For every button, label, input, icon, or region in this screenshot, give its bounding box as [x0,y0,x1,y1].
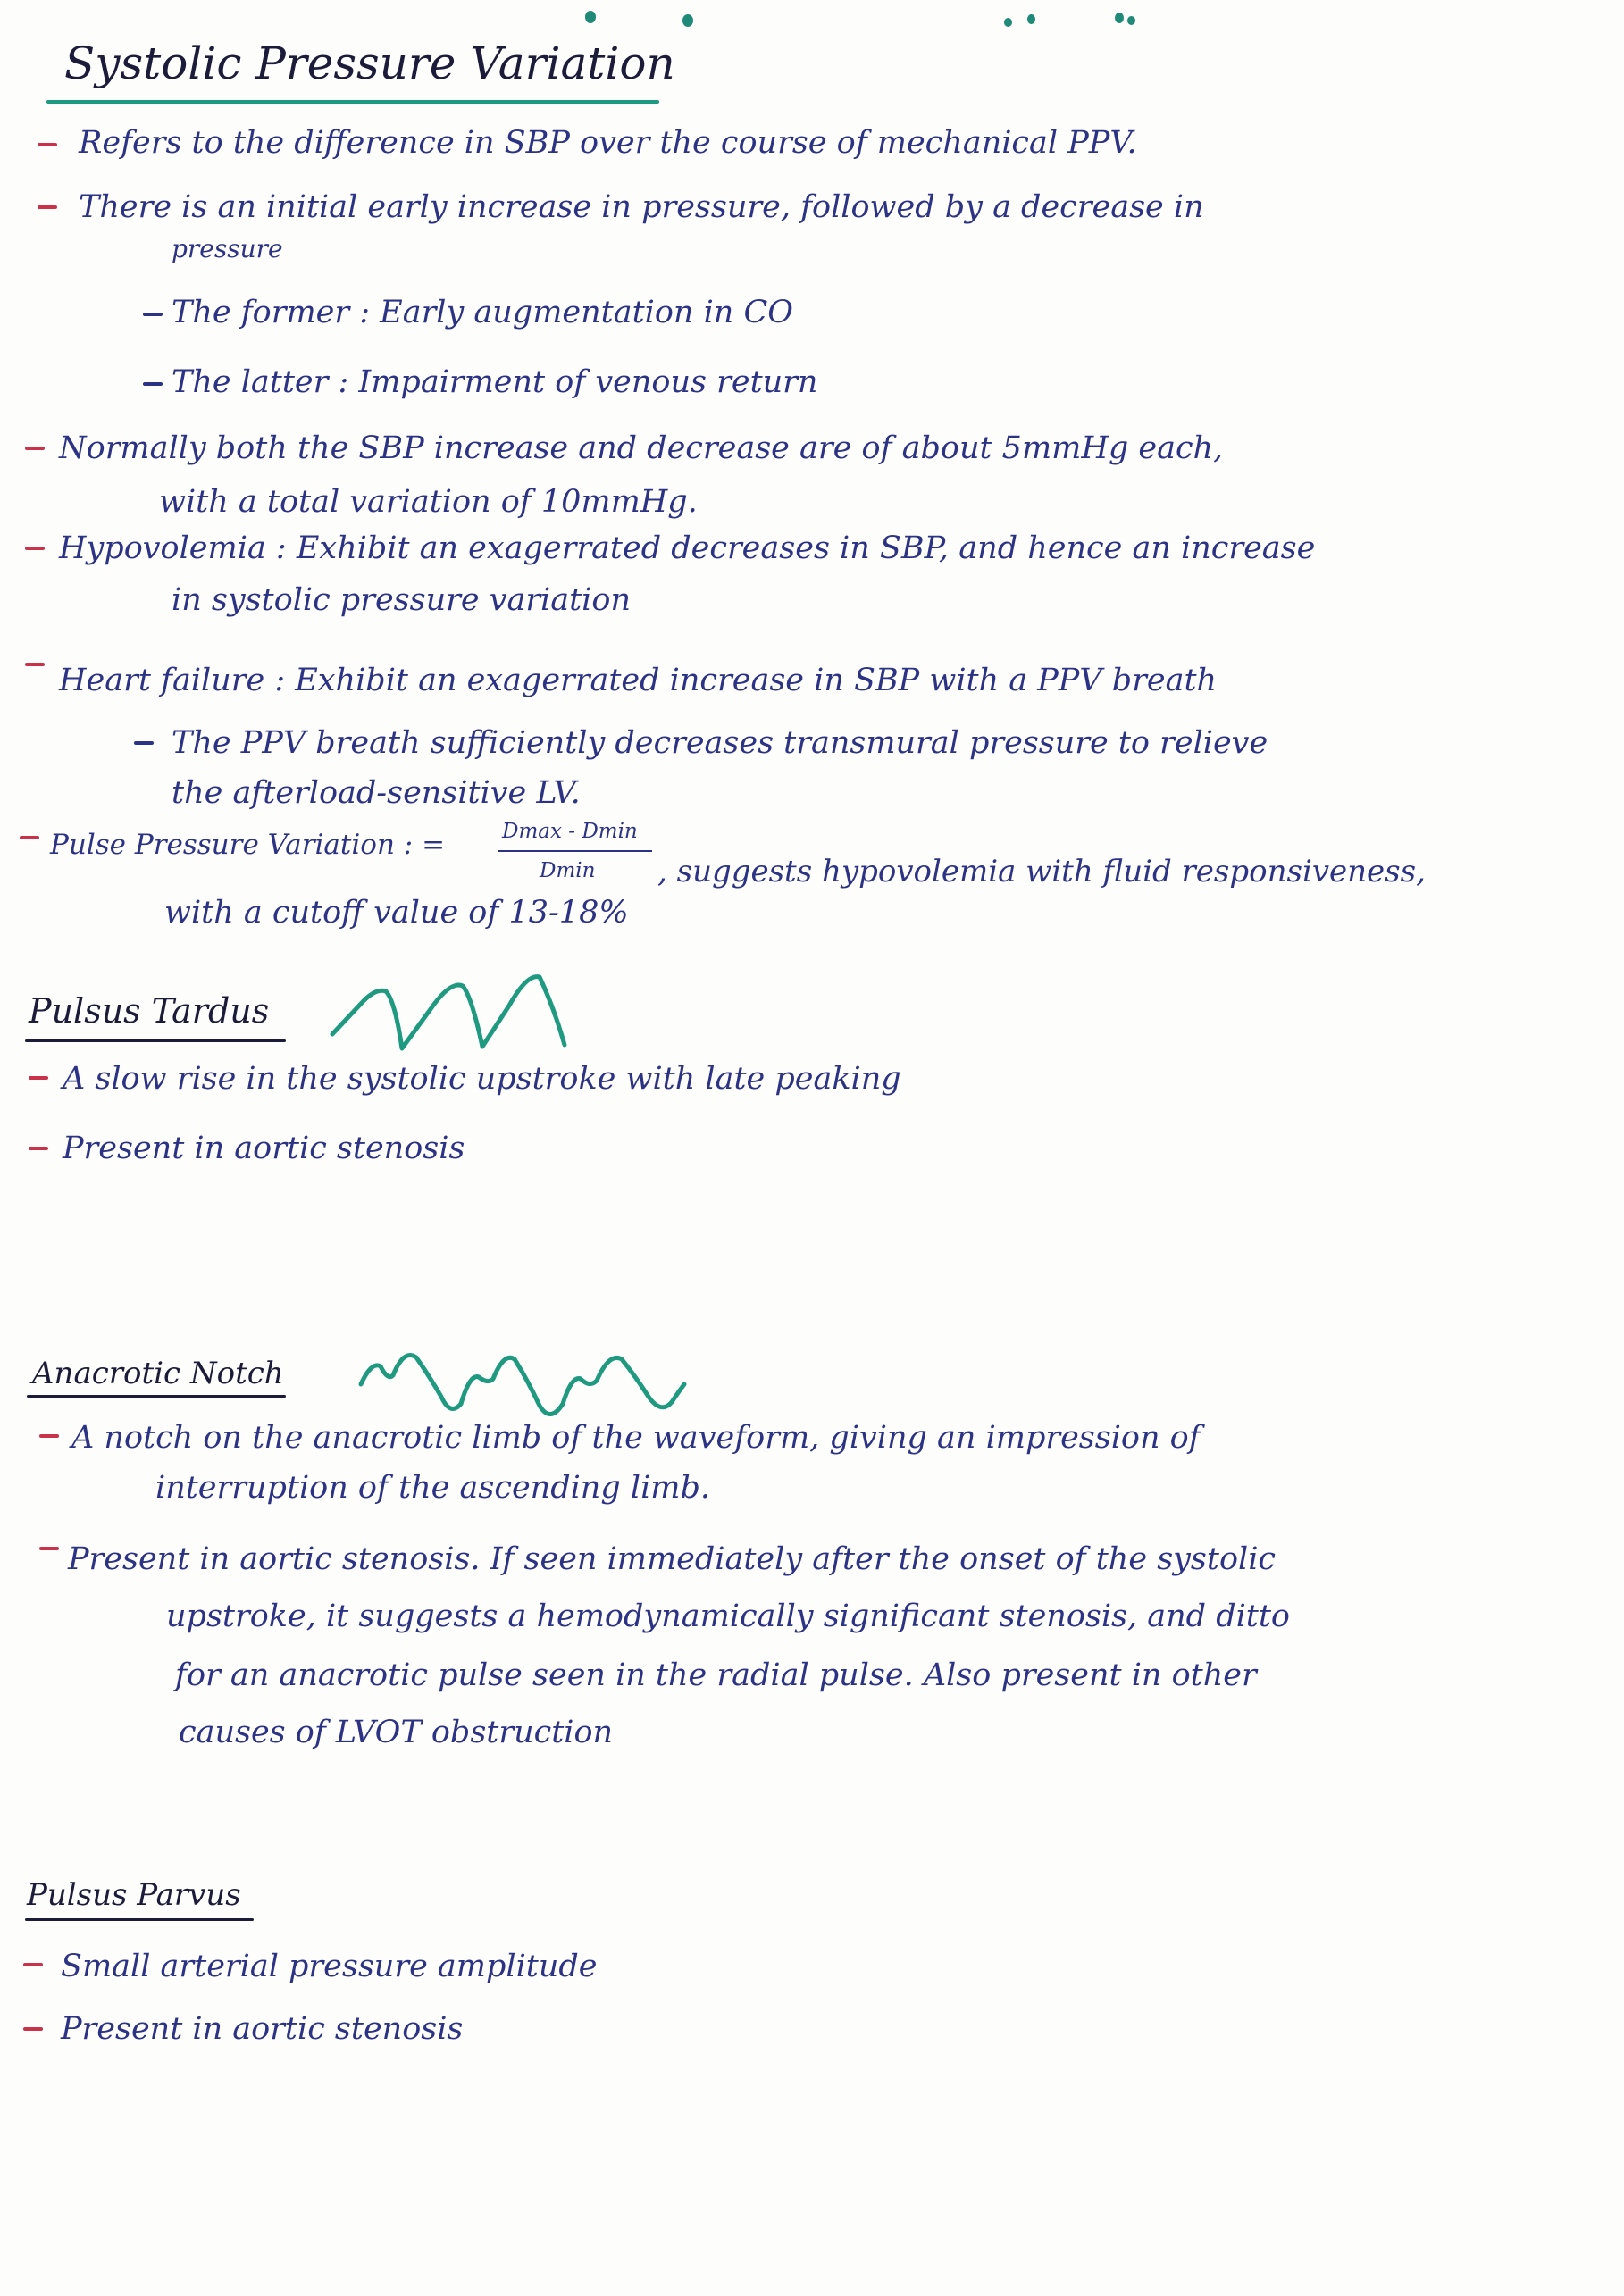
ink-spot [1027,14,1035,24]
text-line: upstroke, it suggests a hemodynamically significant stenosis, and ditto [166,1599,1291,1634]
title-underline [25,1039,286,1042]
ink-spot [585,11,596,23]
sub-bullet-dash [143,382,163,386]
formula-bar [498,850,652,852]
section-title-anacrotic: Anacrotic Notch [32,1356,284,1391]
text-line: Present in aortic stenosis [63,1131,465,1166]
text-line: interruption of the ascending limb. [155,1470,710,1506]
text-line: Refers to the difference in SBP over the course of mechanical PPV. [79,125,1137,161]
text-line: Hypovolemia : Exhibit an exagerrated decreases in SBP, and hence an increase [59,530,1316,566]
section-title-tardus: Pulsus Tardus [29,991,270,1031]
text-line: Pulse Pressure Variation : = [50,829,446,861]
ink-spot [1115,13,1124,23]
text-line: A notch on the anacrotic limb of the waveform, giving an impression of [71,1420,1201,1456]
formula-numerator: Dmax - Dmin [502,820,638,843]
bullet-dash [25,663,45,666]
text-line: for an anacrotic pulse seen in the radial pulse. Also present in other [175,1657,1257,1693]
text-line: There is an initial early increase in pressure, followed by a decrease in [79,189,1204,225]
text-line: A slow rise in the systolic upstroke with late peaking [63,1061,901,1097]
bullet-dash [23,2027,43,2031]
ink-spot [1004,18,1012,27]
text-line: The PPV breath sufficiently decreases transmural pressure to relieve [172,725,1268,761]
text-line: The former : Early augmentation in CO [172,295,793,330]
text-line: pressure [172,234,283,263]
text-line: with a cutoff value of 13-18% [164,895,629,931]
text-line: the afterload-sensitive LV. [172,775,581,811]
sub-bullet-dash [134,741,154,745]
bullet-dash [38,143,57,146]
text-line: , suggests hypovolemia with fluid responsiveness, [657,854,1426,889]
bullet-dash [25,447,45,450]
title-underline [27,1395,286,1398]
bullet-dash [25,547,45,550]
bullet-dash [39,1434,59,1438]
formula-denominator: Dmin [540,859,596,882]
section-title-spv: Systolic Pressure Variation [64,38,675,89]
title-underline [46,100,659,104]
title-underline [25,1918,254,1921]
bullet-dash [23,1963,43,1966]
text-line: causes of LVOT obstruction [179,1715,614,1750]
bullet-dash [29,1147,48,1150]
bullet-dash [20,836,39,839]
pulsus-tardus-waveform-icon [329,964,568,1054]
ink-spot [1127,16,1135,25]
text-line: Present in aortic stenosis [61,2011,464,2047]
text-line: Small arterial pressure amplitude [61,1949,598,1984]
bullet-dash [38,205,57,209]
section-title-parvus: Pulsus Parvus [27,1877,241,1913]
bullet-dash [29,1076,48,1080]
sub-bullet-dash [143,313,163,316]
text-line: Present in aortic stenosis. If seen immediately after the onset of the systolic [68,1541,1277,1577]
text-line: with a total variation of 10mmHg. [159,484,698,520]
bullet-dash [39,1547,59,1550]
text-line: Heart failure : Exhibit an exagerrated increase in SBP with a PPV breath [59,663,1218,698]
text-line: The latter : Impairment of venous return [172,364,818,400]
ink-spot [682,14,693,27]
text-line: Normally both the SBP increase and decrease are of about 5mmHg each, [59,430,1224,466]
anacrotic-notch-waveform-icon [357,1340,688,1429]
text-line: in systolic pressure variation [172,582,631,618]
